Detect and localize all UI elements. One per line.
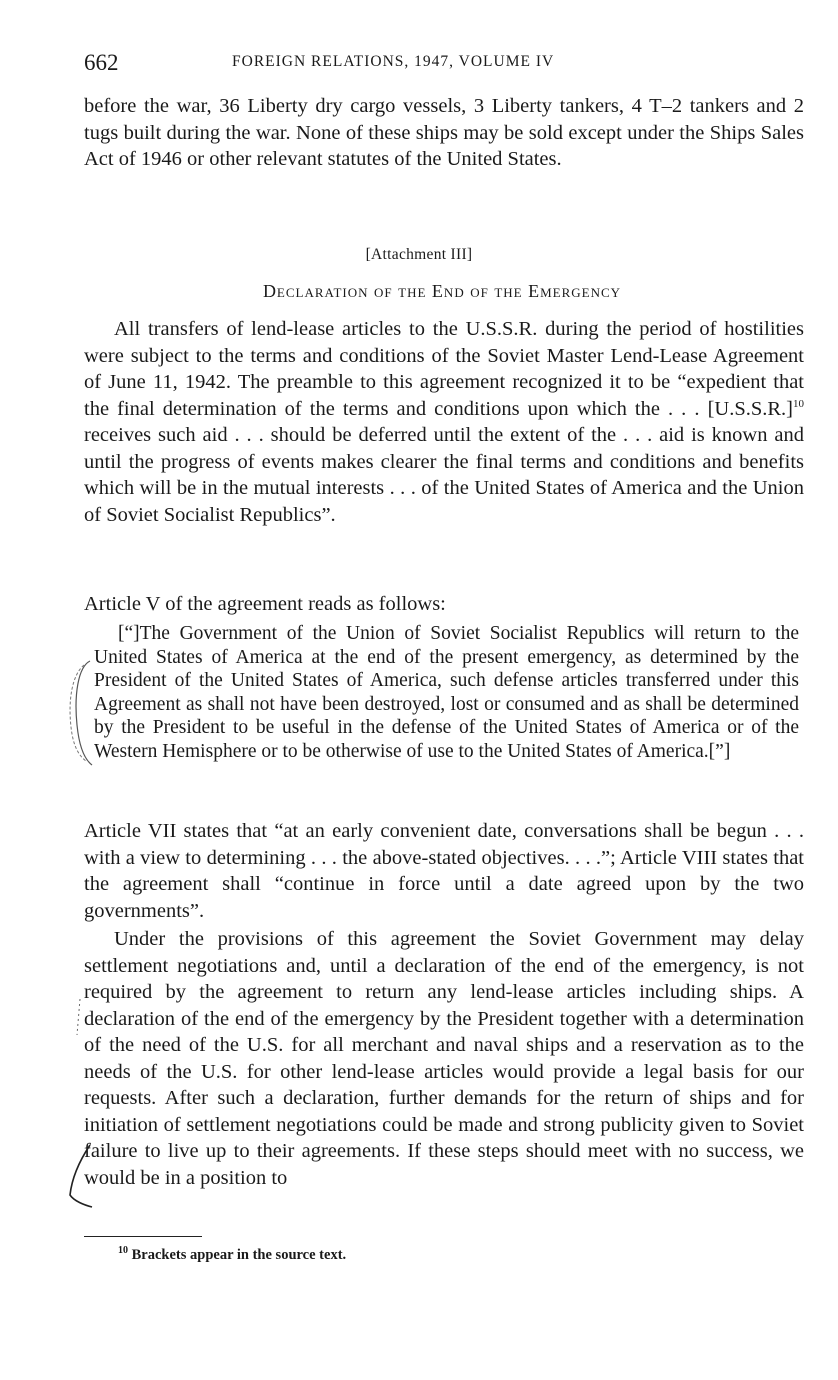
margin-pencil-mark-lower [44,995,94,1215]
paragraph-transfers [84,316,804,528]
footnote-divider [84,1236,202,1237]
page-number: 662 [84,50,119,75]
footnote-marker: 10 [118,1245,128,1256]
paragraph-provisions: Under the provisions of this agreement the Soviet Government may delay settlement negotiations and, until a declaration of the end of the emergency, is not required by the agreement to return any lend-lease articles including ships. A declaration of the end of the emergency by the President together with a determination of the need of the U.S. for all merchant and naval ships and a reservation as to the needs of the U.S. for other lend-lease articles would provide a legal basis for our requests. After such a declaration, further demands for the return of ships and for initiation of settlement negotiations could be made and strong publicity given to Soviet failure to live up to their agreements. If these steps should meet with no success, we would be in a position to [84,928,804,1189]
attachment-label: [Attachment III] [365,246,473,263]
paragraph-continuation: before the war, 36 Liberty dry cargo vessels, 3 Liberty tankers, 4 T–2 tankers and 2 tugs built during the war. None of these ships may be sold except under the Ships Sales Act of 1946 or other relevant statutes of the United States. [84,95,804,170]
paragraph-article-v-intro: Article V of the agreement reads as follows: [84,593,446,615]
footnote-text: Brackets appear in the source text. [128,1246,347,1263]
running-title: FOREIGN RELATIONS, 1947, VOLUME IV [232,53,555,70]
paragraph-transfers-part-a: All transfers of lend-lease articles to the U.S.S.R. during the period of hostilities were subject to the terms and conditions of the Soviet Master Lend-Lease Agreement of June 11, 1942. The preamble to this agreement recognized it to be “expedient that the final determination of the terms and conditions upon which the . . . [U.S.S.R.] [84,318,804,420]
block-quote-article-v: [“]The Government of the Union of Soviet Socialist Republics will return to the United States of America at the end of the present emergency, as determined by the President of the United States of America, such defense articles transferred under this Agreement as shall not have been destroyed, lost or consumed and as shall be determined by the President to be useful in the defense of the United States of America or of the Western Hemisphere or to be otherwise of use to the United States of America.[”] [94,623,799,762]
footnote-reference: 10 [793,397,804,410]
paragraph-transfers-part-b: receives such aid . . . should be deferred until the extent of the . . . aid is known and until the progress of events makes clearer the final terms and conditions and benefits which will be in the mutual interests . . . of the United States of America and the Union of Soviet Socialist Republics”. [84,424,804,526]
footnote [118,1245,346,1264]
section-heading: Declaration of the End of the Emergency [262,281,622,301]
paragraph-article-vii: Article VII states that “at an early convenient date, conversations shall be begun . . . with a view to determining . . . the above-stated objectives. . . .”; Article VIII states that the agreement shall “continue in force until a date agreed upon by the two governments”. [84,820,804,922]
margin-pencil-mark-upper [60,655,96,770]
